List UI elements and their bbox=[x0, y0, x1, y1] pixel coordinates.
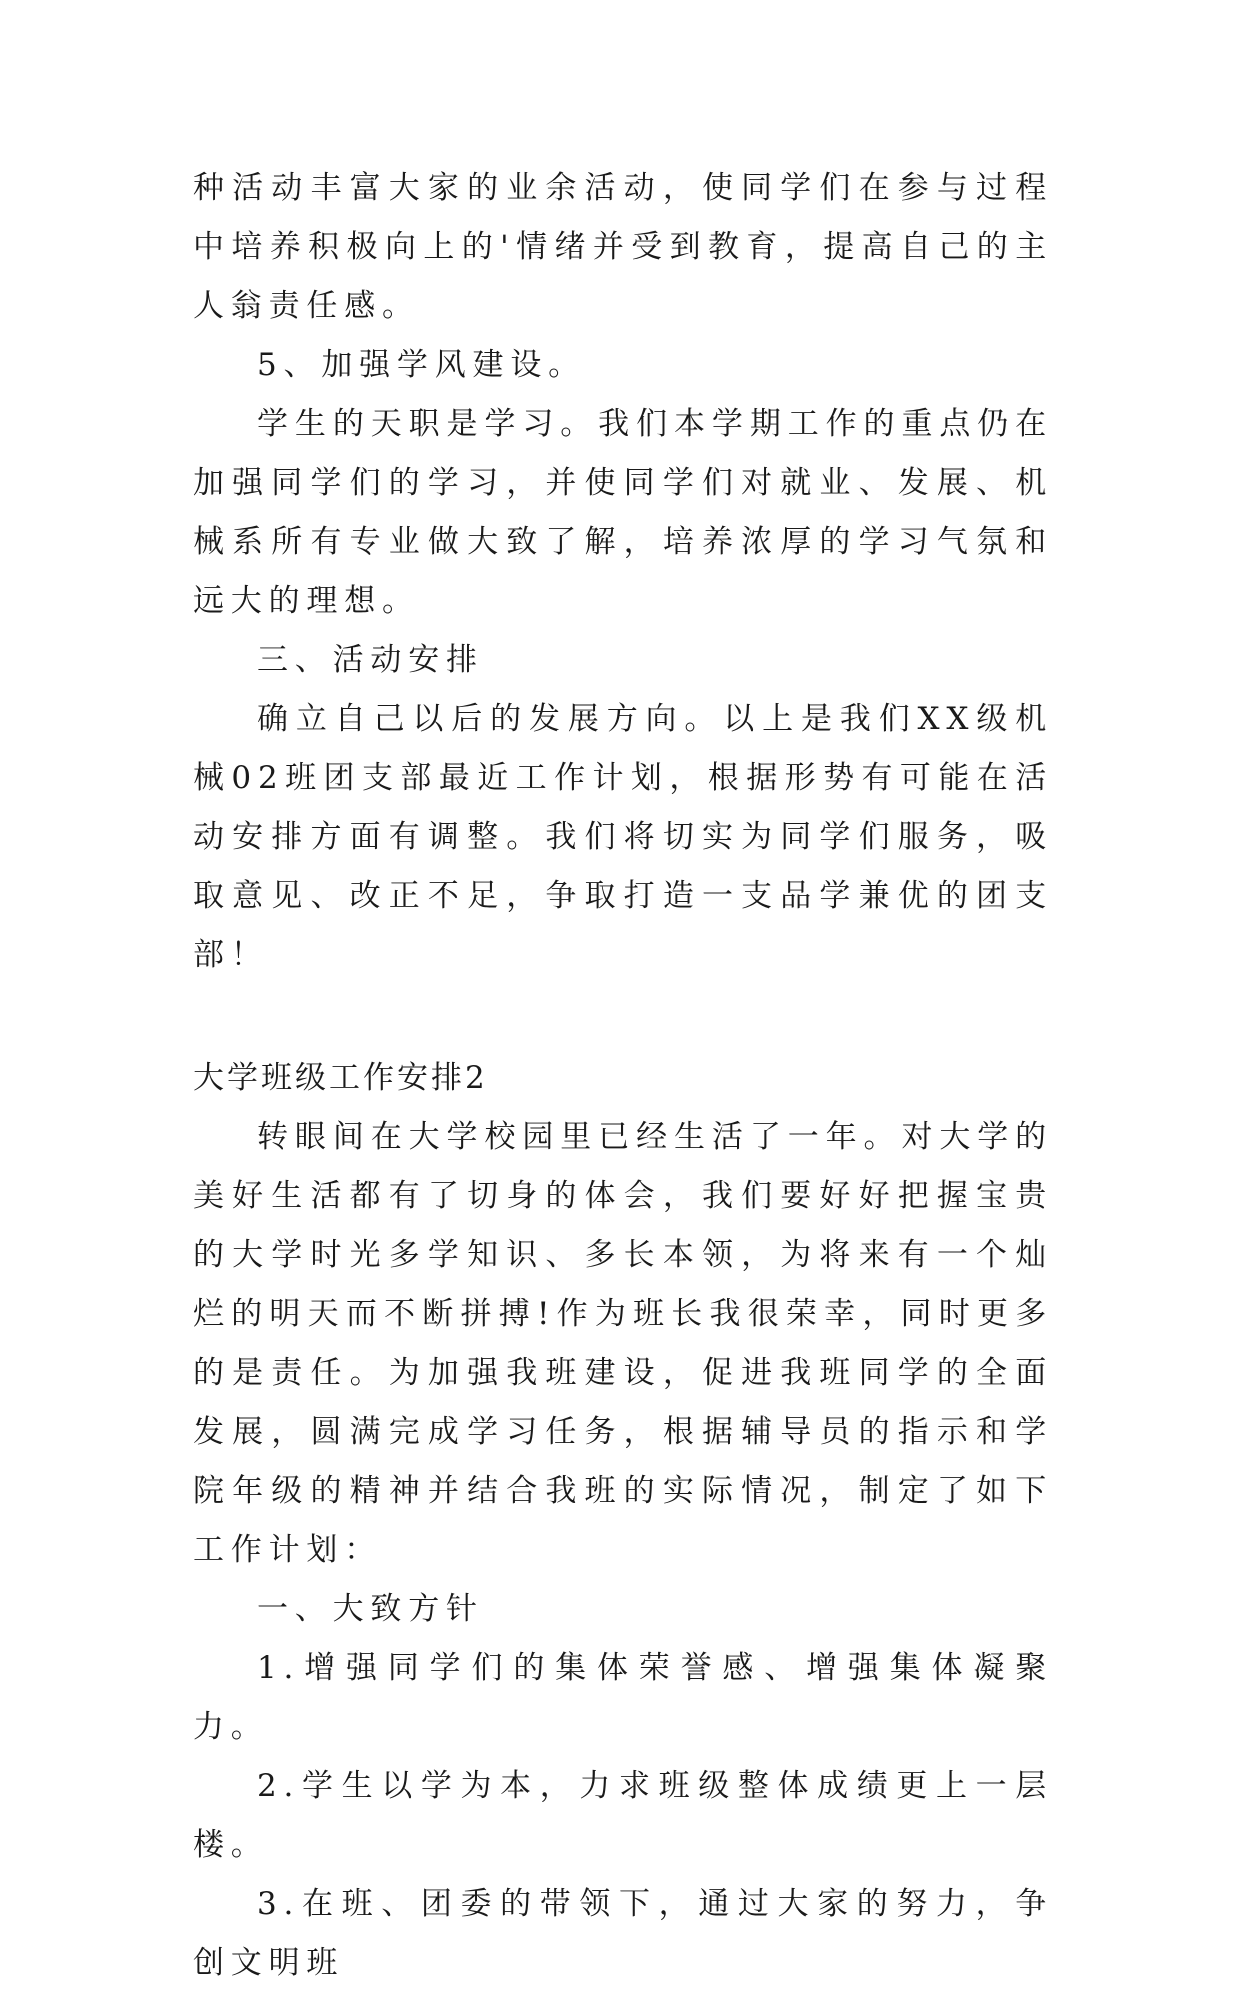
list-item-3: 3.在班、团委的带领下，通过大家的努力，争创文明班 bbox=[193, 1886, 1053, 1981]
list-item-2: 2.学生以学为本，力求班级整体成绩更上一层楼。 bbox=[193, 1768, 1053, 1863]
list-item-1: 1.增强同学们的集体荣誉感、增强集体凝聚力。 bbox=[193, 1650, 1053, 1745]
section-spacer bbox=[193, 985, 1053, 1049]
paragraph-activities-continued: 种活动丰富大家的业余活动，使同学们在参与过程中培养积极向上的'情绪并受到教育，提高自己的主人翁责任感。 bbox=[193, 170, 1053, 324]
heading-activity-arrangement: 三、活动安排 bbox=[257, 642, 484, 678]
paragraph-study-focus: 学生的天职是学习。我们本学期工作的重点仍在加强同学们的学习，并使同学们对就业、发展、机械系所有专业做大致了解，培养浓厚的学习气氛和远大的理想。 bbox=[193, 406, 1053, 619]
section-title: 大学班级工作安排2 bbox=[193, 1060, 488, 1096]
heading-general-policy: 一、大致方针 bbox=[257, 1591, 484, 1627]
heading-study-style: 5、加强学风建设。 bbox=[257, 347, 586, 383]
paragraph-development-direction: 确立自己以后的发展方向。以上是我们XX级机械02班团支部最近工作计划，根据形势有可能在活动安排方面有调整。我们将切实为同学们服务，吸取意见、改正不足，争取打造一支品学兼优的团支部！ bbox=[193, 701, 1053, 973]
document-body bbox=[193, 159, 1053, 1993]
paragraph-intro: 转眼间在大学校园里已经生活了一年。对大学的美好生活都有了切身的体会，我们要好好把握宝贵的大学时光多学知识、多长本领，为将来有一个灿烂的明天而不断拼搏!作为班长我很荣幸，同时更多的是责任。为加强我班建设，促进我班同学的全面发展，圆满完成学习任务，根据辅导员的指示和学院年级的精神并结合我班的实际情况，制定了如下工作计划： bbox=[193, 1119, 1053, 1568]
